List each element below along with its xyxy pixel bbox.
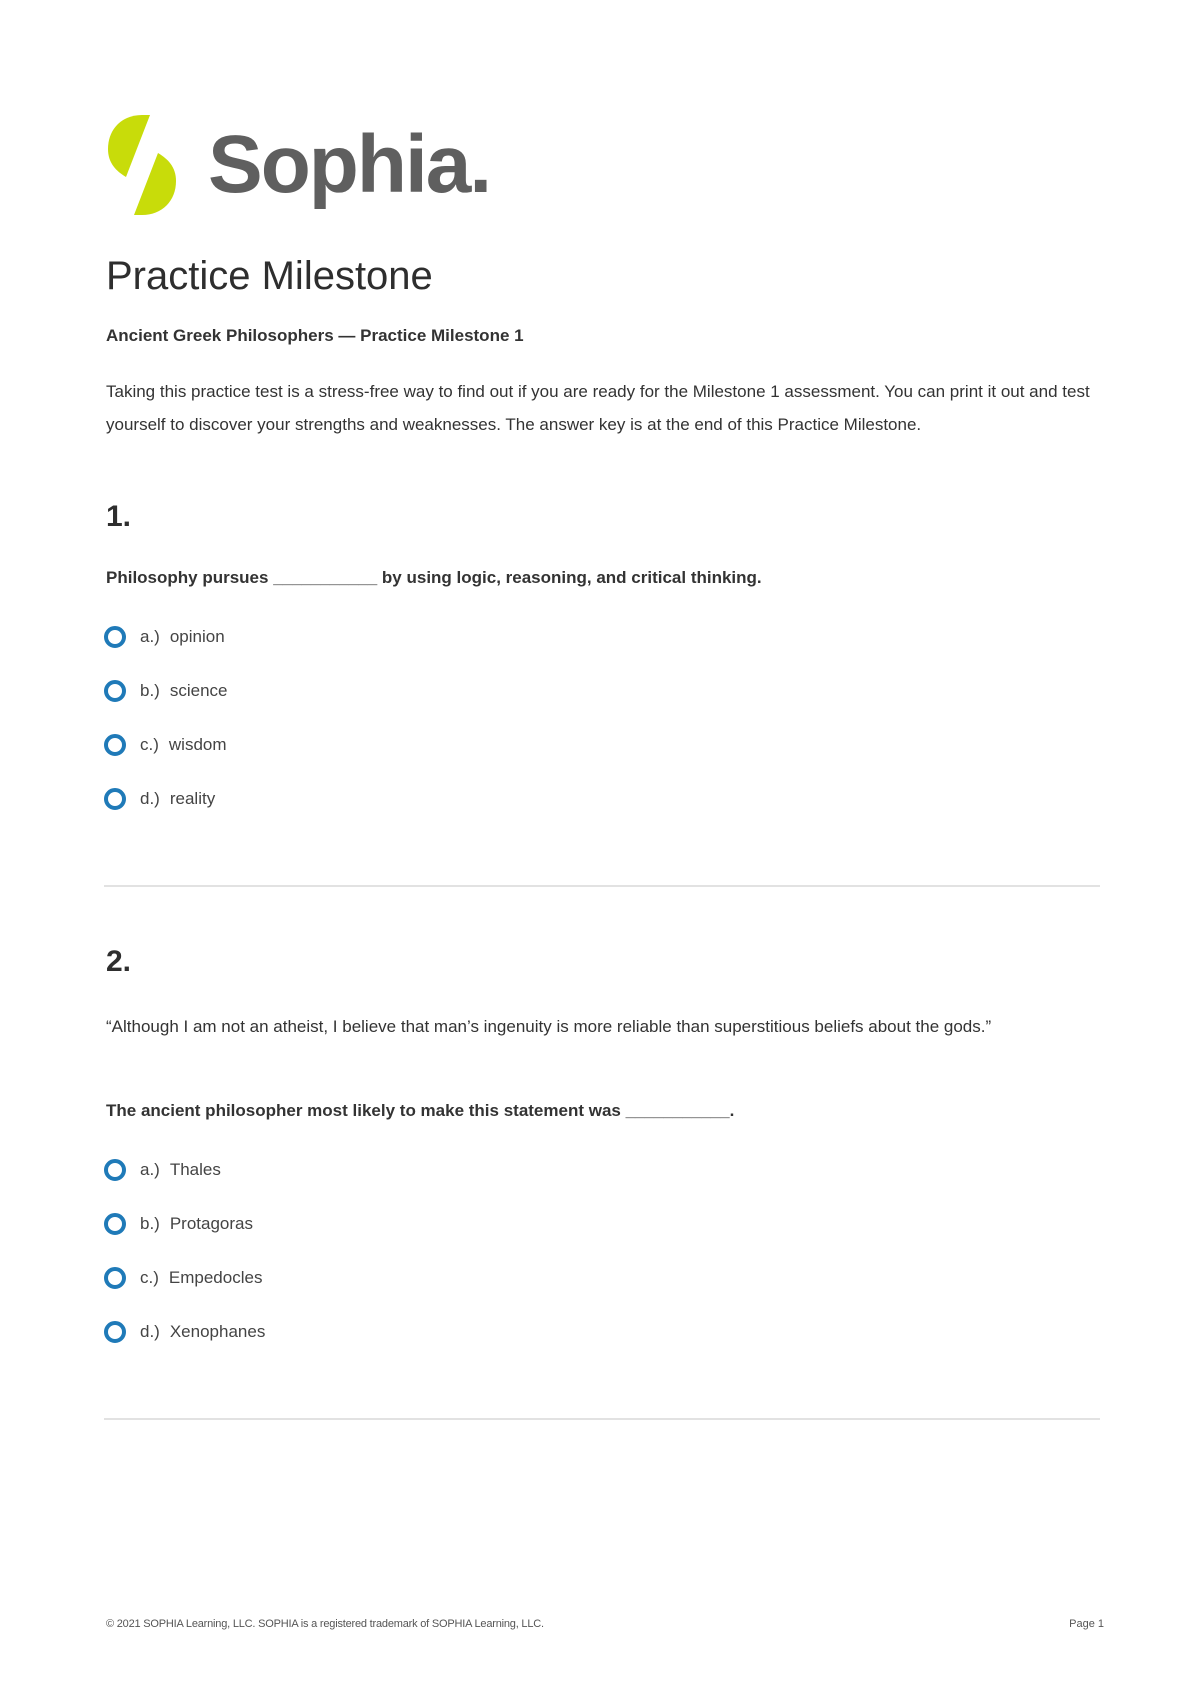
- footer-page-number: Page 1: [1069, 1618, 1104, 1630]
- question-divider: [104, 885, 1100, 887]
- option-text: wisdom: [168, 735, 227, 754]
- option-letter: a.): [140, 1160, 160, 1179]
- radio-button-icon[interactable]: [104, 1213, 126, 1235]
- option-letter: d.): [140, 789, 160, 808]
- question-1-option-a[interactable]: [104, 610, 227, 664]
- intro-paragraph: Taking this practice test is a stress-free way to find out if you are ready for the Milestone 1 assessment. You can print it out and test yourself to discover your strengths and weaknesses. The answer key is at the end of this Practice Milestone.: [106, 382, 1090, 434]
- option-text: Thales: [169, 1160, 221, 1179]
- question-divider: [104, 1418, 1100, 1420]
- radio-button-icon[interactable]: [104, 734, 126, 756]
- milestone-subtitle: Ancient Greek Philosophers — Practice Milestone 1: [106, 326, 524, 345]
- radio-button-icon[interactable]: [104, 1159, 126, 1181]
- question-1-number: 1.: [106, 500, 132, 533]
- question-1-option-c[interactable]: [104, 718, 227, 772]
- radio-button-icon[interactable]: [104, 626, 126, 648]
- footer-copyright: © 2021 SOPHIA Learning, LLC. SOPHIA is a registered trademark of SOPHIA Learning, LLC.: [106, 1618, 544, 1630]
- question-1-stem: Philosophy pursues ___________ by using logic, reasoning, and critical thinking.: [106, 568, 762, 587]
- option-text: Protagoras: [169, 1214, 254, 1233]
- sophia-logo-mark-icon: [104, 113, 180, 217]
- question-1-options: [104, 610, 227, 826]
- option-text: opinion: [169, 627, 225, 646]
- option-letter: b.): [140, 681, 160, 700]
- option-letter: d.): [140, 1322, 160, 1341]
- radio-button-icon[interactable]: [104, 1267, 126, 1289]
- option-letter: c.): [140, 1268, 159, 1287]
- option-text: Empedocles: [168, 1268, 263, 1287]
- radio-button-icon[interactable]: [104, 1321, 126, 1343]
- sophia-logo: [104, 110, 490, 220]
- question-2-option-a[interactable]: [104, 1143, 265, 1197]
- option-letter: c.): [140, 735, 159, 754]
- option-letter: a.): [140, 627, 160, 646]
- option-letter: b.): [140, 1214, 160, 1233]
- option-text: Xenophanes: [169, 1322, 266, 1341]
- question-2-option-c[interactable]: [104, 1251, 265, 1305]
- radio-button-icon[interactable]: [104, 680, 126, 702]
- question-2-option-b[interactable]: [104, 1197, 265, 1251]
- question-1-option-b[interactable]: [104, 664, 227, 718]
- sophia-wordmark: Sophia.: [208, 119, 491, 210]
- radio-button-icon[interactable]: [104, 788, 126, 810]
- question-2-options: [104, 1143, 265, 1359]
- question-2-stem: The ancient philosopher most likely to make this statement was ___________.: [106, 1101, 735, 1120]
- page-title: Practice Milestone: [106, 254, 433, 298]
- question-1-option-d[interactable]: [104, 772, 227, 826]
- question-2-quote: “Although I am not an atheist, I believe that man’s ingenuity is more reliable than superstitious beliefs about the gods.”: [106, 1017, 992, 1036]
- option-text: science: [169, 681, 228, 700]
- question-2-number: 2.: [106, 945, 132, 978]
- question-2-option-d[interactable]: [104, 1305, 265, 1359]
- option-text: reality: [169, 789, 216, 808]
